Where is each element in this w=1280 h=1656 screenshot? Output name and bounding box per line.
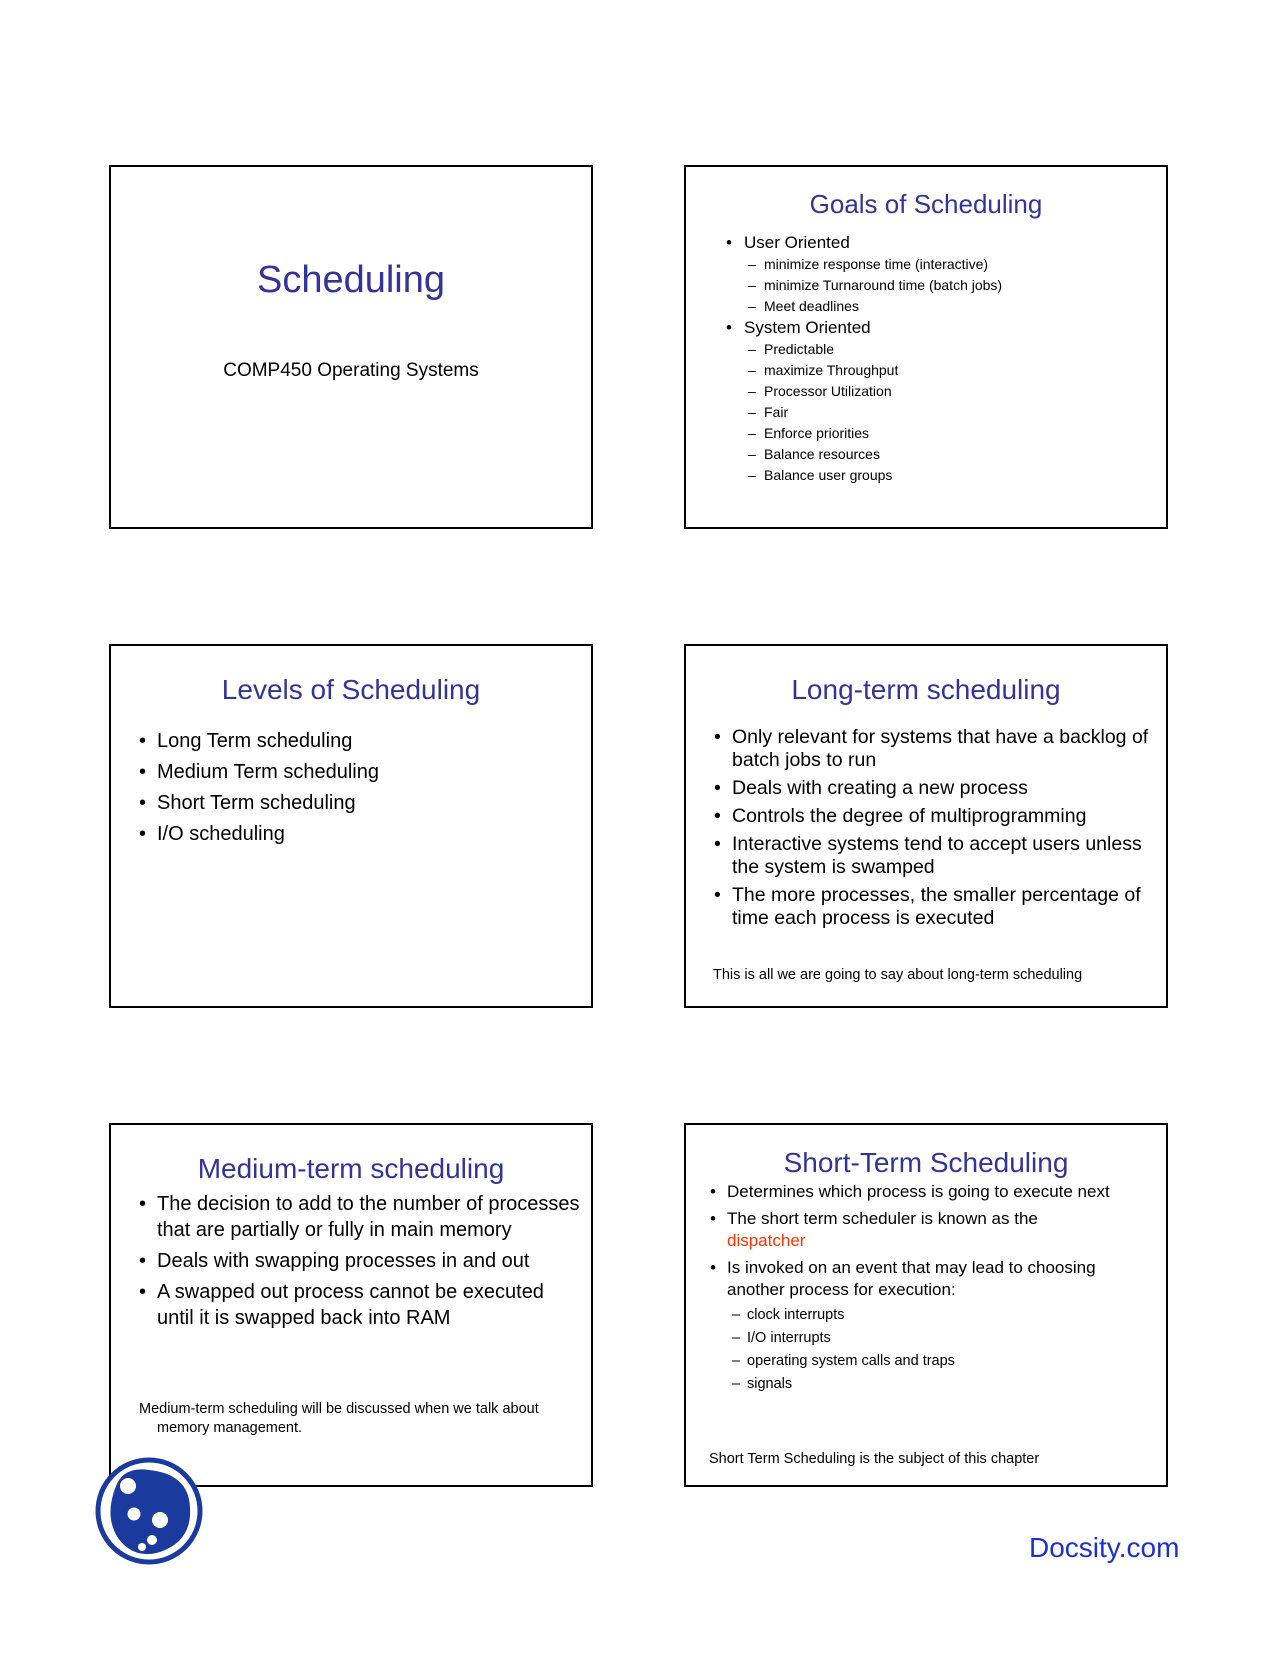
docsity-brand-link[interactable]: Docsity.com bbox=[1029, 1532, 1180, 1563]
slide-note bbox=[139, 1400, 579, 1438]
bullet-text: The short term scheduler is known as the bbox=[727, 1209, 1038, 1228]
highlight-term: dispatcher bbox=[727, 1231, 806, 1250]
slide-short-term-scheduling bbox=[684, 1123, 1168, 1487]
bullet-list bbox=[686, 1181, 1166, 1396]
sub-item: – minimize response time (interactive) bbox=[764, 254, 1166, 275]
bullet-group-system-oriented bbox=[744, 317, 1166, 486]
sub-list bbox=[727, 1304, 1154, 1396]
sub-item: – minimize Turnaround time (batch jobs) bbox=[764, 275, 1166, 296]
sub-item: – Balance resources bbox=[764, 444, 1166, 465]
bullet-list bbox=[686, 726, 1166, 930]
slide-title: Scheduling bbox=[256, 259, 446, 301]
bullet-item: • The more processes, the smaller percentage of time each process is executed bbox=[732, 884, 1156, 930]
sub-list bbox=[744, 254, 1166, 317]
note-line: memory management. bbox=[157, 1420, 303, 1436]
slide-medium-term-scheduling bbox=[109, 1123, 593, 1487]
slide-goals-of-scheduling bbox=[684, 165, 1168, 529]
slide-title: Short-Term Scheduling bbox=[783, 1147, 1069, 1178]
bullet-item: • Controls the degree of multiprogramming bbox=[732, 805, 1156, 828]
bullet-item: • Short Term scheduling bbox=[157, 788, 591, 819]
bullet-text: User Oriented bbox=[744, 233, 850, 252]
slide-title: Levels of Scheduling bbox=[221, 674, 481, 705]
slide-subtitle: COMP450 Operating Systems bbox=[223, 360, 479, 381]
bullet-list bbox=[686, 232, 1166, 486]
slide-title: Goals of Scheduling bbox=[809, 189, 1043, 219]
bullet-item: • Long Term scheduling bbox=[157, 726, 591, 757]
slide-note: Short Term Scheduling is the subject of this chapter bbox=[709, 1451, 1040, 1467]
slide-note: This is all we are going to say about long-term scheduling bbox=[713, 967, 1083, 983]
bullet-item: • The decision to add to the number of processes that are partially or fully in main memory bbox=[157, 1191, 581, 1243]
sub-item: – Predictable bbox=[764, 339, 1166, 360]
bullet-item: • Only relevant for systems that have a backlog of batch jobs to run bbox=[732, 726, 1156, 772]
sub-item: – operating system calls and traps bbox=[747, 1350, 1154, 1373]
sub-item: – Fair bbox=[764, 402, 1166, 423]
bullet-item bbox=[727, 1208, 1154, 1252]
bullet-item: • Deals with swapping processes in and out bbox=[157, 1248, 581, 1274]
sub-item: – Meet deadlines bbox=[764, 296, 1166, 317]
bullet-item: • A swapped out process cannot be executed until it is swapped back into RAM bbox=[157, 1279, 581, 1331]
sub-item: – maximize Throughput bbox=[764, 360, 1166, 381]
bullet-group-user-oriented bbox=[744, 232, 1166, 317]
bullet-item: • Determines which process is going to execute next bbox=[727, 1181, 1154, 1203]
slide-title: Long-term scheduling bbox=[791, 674, 1061, 705]
sub-item: – signals bbox=[747, 1373, 1154, 1396]
sub-item: – I/O interrupts bbox=[747, 1327, 1154, 1350]
bullet-text: Is invoked on an event that may lead to choosing another process for execution: bbox=[727, 1258, 1096, 1299]
bullet-list bbox=[111, 726, 591, 850]
sub-item: – Processor Utilization bbox=[764, 381, 1166, 402]
slide-levels-of-scheduling bbox=[109, 644, 593, 1008]
sub-item: – Balance user groups bbox=[764, 465, 1166, 486]
slide-long-term-scheduling bbox=[684, 644, 1168, 1008]
bullet-list bbox=[111, 1191, 591, 1331]
bullet-item: • Medium Term scheduling bbox=[157, 757, 591, 788]
docsity-logo-icon bbox=[94, 1456, 204, 1566]
sub-list bbox=[744, 339, 1166, 486]
bullet-item bbox=[727, 1257, 1154, 1396]
note-line: Medium-term scheduling will be discussed when we talk about bbox=[139, 1401, 539, 1417]
bullet-item: • I/O scheduling bbox=[157, 819, 591, 850]
sub-item: – Enforce priorities bbox=[764, 423, 1166, 444]
slide-scheduling-title bbox=[109, 165, 593, 529]
bullet-text: System Oriented bbox=[744, 318, 871, 337]
slide-title: Medium-term scheduling bbox=[197, 1153, 505, 1184]
bullet-item: • Interactive systems tend to accept users unless the system is swamped bbox=[732, 833, 1156, 879]
bullet-item: • Deals with creating a new process bbox=[732, 777, 1156, 800]
sub-item: – clock interrupts bbox=[747, 1304, 1154, 1327]
